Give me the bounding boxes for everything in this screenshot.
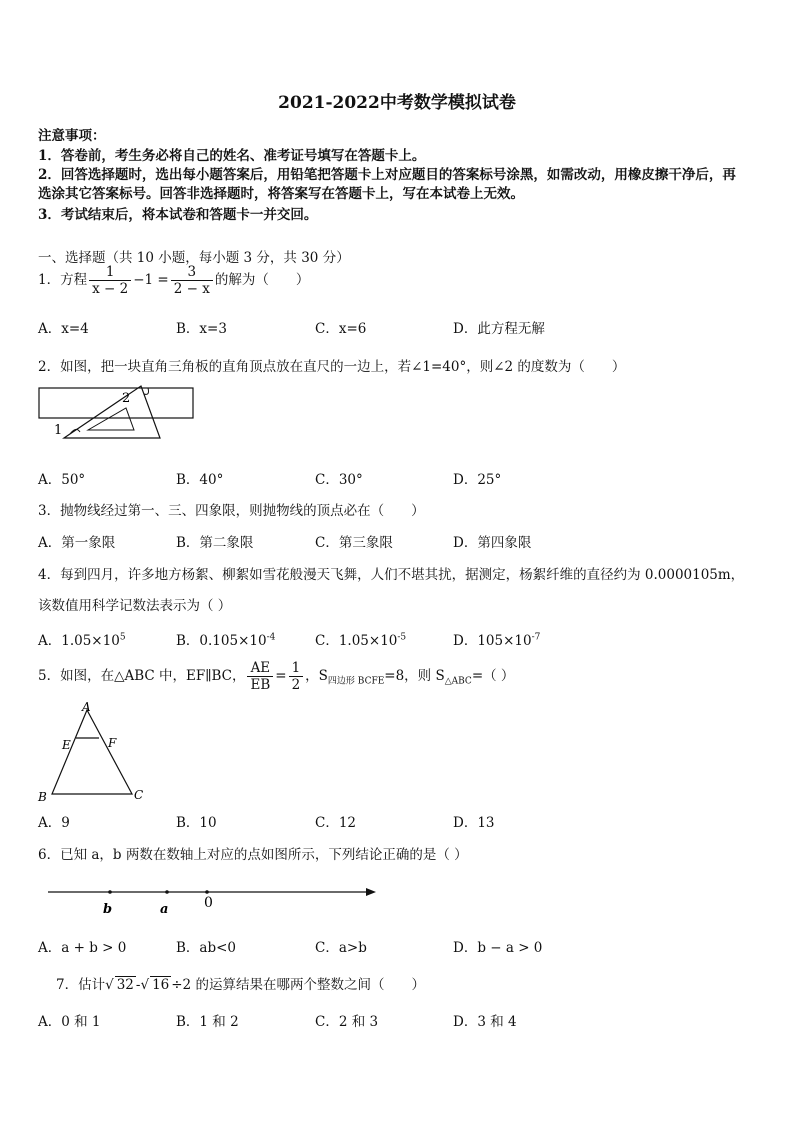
q1-option-b: B．x=3	[176, 321, 227, 337]
point-a-label: A	[82, 700, 91, 714]
q3-option-a: A．第一象限	[38, 535, 116, 551]
triangle-abc	[52, 710, 132, 794]
notice-line-2b: 选涂其它答案标号。回答非选择题时，将答案写在答题卡上，写在本试卷上无效。	[38, 186, 524, 202]
q1-option-d: D．此方程无解	[453, 321, 545, 337]
question-7: 7．估计√ 32 -√ 16 ÷2 的运算结果在哪两个整数之间（ ）	[56, 977, 425, 993]
point-zero-label: 0	[204, 895, 213, 911]
q5-option-b: B．10	[176, 815, 217, 831]
point-b	[108, 890, 112, 894]
angle-2-arc	[144, 388, 149, 394]
question-6: 6．已知 a，b 两数在数轴上对应的点如图所示，下列结论正确的是（ ）	[38, 847, 468, 863]
q7-option-d: D．3 和 4	[453, 1014, 517, 1030]
q3-option-c: C．第三象限	[315, 535, 393, 551]
number-line-arrow	[366, 888, 376, 896]
q7-option-b: B．1 和 2	[176, 1014, 239, 1030]
point-a-label: a	[160, 902, 169, 917]
q2-option-b: B．40°	[176, 472, 224, 488]
point-e-label: E	[62, 738, 71, 752]
point-f-label: F	[108, 736, 117, 750]
question-4-line-2: 该数值用科学记数法表示为（ ）	[38, 598, 232, 614]
q4-option-d: D．$105\times 10^{-7}$	[453, 632, 541, 649]
point-a	[165, 890, 169, 894]
q1-option-c: C．x=6	[315, 321, 367, 337]
q6-option-a: A．a + b > 0	[38, 940, 127, 956]
q1-fraction-1: $\frac{1}{x - 2}$	[89, 264, 131, 297]
q1-mid: −1 =	[133, 272, 169, 288]
q5-option-c: C．12	[315, 815, 357, 831]
q5-option-a: A．9	[38, 815, 70, 831]
point-b-label: B	[38, 790, 47, 804]
q7-option-c: C．2 和 3	[315, 1014, 379, 1030]
q4-option-a: A．$1.05\times 10^5$	[38, 632, 126, 649]
triangle-abc-figure	[34, 700, 154, 806]
notice-line-3: 3．考试结束后，将本试卷和答题卡一并交回。	[38, 207, 318, 223]
q7-root-32: 32	[116, 977, 134, 993]
question-1	[38, 264, 309, 297]
point-zero	[205, 890, 209, 894]
q6-option-d: D．b − a > 0	[453, 940, 543, 956]
question-5: 5．如图，在△ABC 中，EF∥BC， $\frac{AE}{EB}$ = $\frac{1}{2}$ ，$S_{四边形 BCFE}=8$，则 $S_{\triangle ABC}=$（ ）	[38, 660, 515, 693]
q2-option-d: D．25°	[453, 472, 502, 488]
q1-fraction-2: $\frac{3}{2 - x}$	[171, 264, 213, 297]
point-b-label: b	[103, 902, 113, 917]
angle-1-label: 1	[54, 423, 63, 438]
angle-2-label: 2	[122, 391, 131, 406]
q2-option-a: A．50°	[38, 472, 86, 488]
q1-option-a: A．x=4	[38, 321, 89, 337]
section-heading: 一、选择题（共 10 小题，每小题 3 分，共 30 分）	[38, 250, 350, 266]
question-2: 2．如图，把一块直角三角板的直角顶点放在直尺的一边上，若∠1=40°，则∠2 的度数为（ ）	[38, 359, 626, 375]
notice-heading: 注意事项：	[38, 128, 106, 144]
q4-option-b: B．$0.105\times 10^{-4}$	[176, 632, 276, 649]
ruler-triangle-figure	[36, 380, 196, 450]
q2-option-c: C．30°	[315, 472, 363, 488]
number-line-figure	[40, 880, 385, 920]
q1-prefix: 1．方程	[38, 272, 88, 288]
q6-option-b: B．ab<0	[176, 940, 237, 956]
q5-option-d: D．13	[453, 815, 495, 831]
question-3: 3．抛物线经过第一、三、四象限，则抛物线的顶点必在（ ）	[38, 503, 425, 519]
set-square-inner	[88, 408, 134, 430]
question-4-line-1: 4．每到四月，许多地方杨絮、柳絮如雪花般漫天飞舞，人们不堪其扰，据测定，杨絮纤维的直径约为 0.0000105m，	[38, 567, 745, 583]
q3-option-d: D．第四象限	[453, 535, 532, 551]
q4-option-c: C．$1.05\times 10^{-5}$	[315, 632, 407, 649]
page-title: 2021-2022中考数学模拟试卷	[278, 93, 516, 113]
q6-option-c: C．a>b	[315, 940, 367, 956]
q5-fraction-half: $\frac{1}{2}$	[289, 660, 304, 693]
q3-option-b: B．第二象限	[176, 535, 254, 551]
q7-option-a: A．0 和 1	[38, 1014, 101, 1030]
q5-fraction-ae-eb: $\frac{AE}{EB}$	[247, 660, 273, 693]
point-c-label: C	[134, 788, 144, 802]
notice-line-2a: 2．回答选择题时，选出每小题答案后，用铅笔把答题卡上对应题目的答案标号涂黑，如需改动，用橡皮擦干净后，再	[38, 167, 736, 183]
q1-suffix: 的解为（ ）	[214, 272, 310, 288]
q7-root-16: 16	[152, 977, 170, 993]
notice-line-1: 1．答卷前，考生务必将自己的姓名、准考证号填写在答题卡上。	[38, 148, 426, 164]
